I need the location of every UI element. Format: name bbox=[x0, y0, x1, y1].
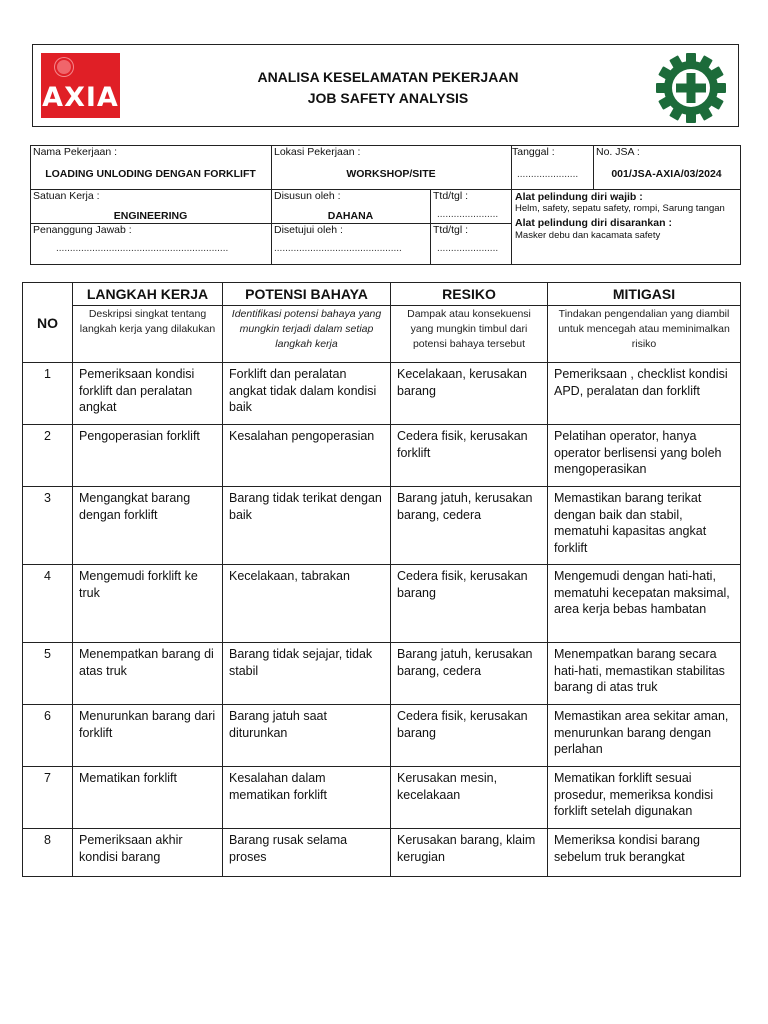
row-bahaya: Kecelakaan, tabrakan bbox=[223, 565, 391, 643]
row-bahaya: Barang tidak sejajar, tidak stabil bbox=[223, 643, 391, 705]
no-jsa-label: No. JSA : bbox=[596, 146, 640, 158]
column-header-langkah: LANGKAH KERJA bbox=[73, 283, 223, 306]
no-jsa-cell bbox=[593, 145, 740, 189]
disusun-cell bbox=[271, 189, 430, 223]
row-bahaya: Barang tidak terikat dengan baik bbox=[223, 487, 391, 565]
row-mitigasi: Pemeriksaan , checklist kondisi APD, peralatan dan forklift bbox=[548, 363, 741, 425]
apd-wajib-text: Helm, safety, sepatu safety, rompi, Sarung tangan bbox=[515, 203, 725, 214]
disusun-value: DAHANA bbox=[327, 210, 374, 222]
row-resiko: Kerusakan mesin, kecelakaan bbox=[391, 767, 548, 829]
row-mitigasi: Memeriksa kondisi barang sebelum truk berangkat bbox=[548, 829, 741, 877]
row-bahaya: Kesalahan dalam mematikan forklift bbox=[223, 767, 391, 829]
row-langkah: Pemeriksaan kondisi forklift dan peralatan angkat bbox=[73, 363, 223, 425]
tanggal-cell bbox=[511, 145, 593, 189]
nama-pekerjaan-cell bbox=[30, 145, 271, 189]
ttd2-value: ...................... bbox=[437, 243, 499, 254]
row-resiko: Kecelakaan, kerusakan barang bbox=[391, 363, 548, 425]
row-langkah: Mengemudi forklift ke truk bbox=[73, 565, 223, 643]
nama-pekerjaan-label: Nama Pekerjaan : bbox=[33, 146, 118, 158]
row-bahaya: Barang jatuh saat diturunkan bbox=[223, 705, 391, 767]
row-langkah: Mematikan forklift bbox=[73, 767, 223, 829]
row-no: 8 bbox=[23, 829, 73, 877]
row-mitigasi: Mematikan forklift sesuai prosedur, memeriksa kondisi forklift setelah digunakan bbox=[548, 767, 741, 829]
document-subtitle: JOB SAFETY ANALYSIS bbox=[307, 90, 469, 106]
apd-wajib-title: Alat pelindung diri wajib : bbox=[515, 191, 643, 203]
no-column-header: NO bbox=[23, 283, 73, 363]
column-desc-resiko: Dampak atau konsekuensi yang mungkin timbul dari potensi bahaya tersebut bbox=[391, 306, 548, 363]
row-mitigasi: Pelatihan operator, hanya operator berlisensi yang boleh mengoperasikan bbox=[548, 425, 741, 487]
grid-line bbox=[740, 145, 741, 265]
column-header-resiko: RESIKO bbox=[391, 283, 548, 306]
lokasi-cell bbox=[271, 145, 511, 189]
k3-safety-gear-icon bbox=[653, 53, 729, 123]
table-subheader-row bbox=[23, 306, 741, 363]
lokasi-value: WORKSHOP/SITE bbox=[346, 168, 436, 180]
row-no: 6 bbox=[23, 705, 73, 767]
axia-logo bbox=[41, 53, 120, 118]
apd-saran-title: Alat pelindung diri disarankan : bbox=[515, 217, 672, 229]
row-resiko: Barang jatuh, kerusakan barang, cedera bbox=[391, 643, 548, 705]
row-resiko: Barang jatuh, kerusakan barang, cedera bbox=[391, 487, 548, 565]
row-bahaya: Forklift dan peralatan angkat tidak dalam kondisi baik bbox=[223, 363, 391, 425]
no-jsa-value: 001/JSA-AXIA/03/2024 bbox=[611, 168, 722, 180]
row-resiko: Cedera fisik, kerusakan barang bbox=[391, 565, 548, 643]
row-langkah: Pemeriksaan akhir kondisi barang bbox=[73, 829, 223, 877]
satuan-kerja-cell bbox=[30, 189, 271, 223]
penanggung-jawab-value: .............................................................. bbox=[56, 243, 229, 254]
column-header-mitigasi: MITIGASI bbox=[548, 283, 741, 306]
document-title: ANALISA KESELAMATAN PEKERJAAN bbox=[257, 69, 519, 85]
tanggal-label: Tanggal : bbox=[512, 146, 555, 158]
row-no: 3 bbox=[23, 487, 73, 565]
table-header-row bbox=[23, 283, 741, 306]
nama-pekerjaan-value: LOADING UNLODING DENGAN FORKLIFT bbox=[45, 168, 256, 180]
penanggung-jawab-label: Penanggung Jawab : bbox=[33, 224, 132, 236]
disetujui-cell bbox=[271, 223, 430, 264]
row-resiko: Cedera fisik, kerusakan forklift bbox=[391, 425, 548, 487]
table-row bbox=[23, 643, 741, 705]
column-header-bahaya: POTENSI BAHAYA bbox=[223, 283, 391, 306]
logo-dot bbox=[57, 60, 71, 74]
row-langkah: Menempatkan barang di atas truk bbox=[73, 643, 223, 705]
table-row bbox=[23, 705, 741, 767]
table-row bbox=[23, 425, 741, 487]
row-mitigasi: Memastikan barang terikat dengan baik dan stabil, mematuhi kapasitas angkat forklift bbox=[548, 487, 741, 565]
logo-text: AXIA bbox=[42, 82, 119, 113]
row-bahaya: Kesalahan pengoperasian bbox=[223, 425, 391, 487]
column-desc-langkah: Deskripsi singkat tentang langkah kerja yang dilakukan bbox=[73, 306, 223, 363]
ttd1-label: Ttd/tgl : bbox=[433, 190, 469, 202]
disetujui-value: .............................................. bbox=[274, 243, 402, 254]
job-info-grid bbox=[30, 145, 741, 265]
ttd2-cell bbox=[430, 223, 511, 264]
satuan-kerja-label: Satuan Kerja : bbox=[33, 190, 100, 202]
row-bahaya: Barang rusak selama proses bbox=[223, 829, 391, 877]
row-mitigasi: Memastikan area sekitar aman, menurunkan barang dengan perlahan bbox=[548, 705, 741, 767]
row-langkah: Menurunkan barang dari forklift bbox=[73, 705, 223, 767]
row-resiko: Kerusakan barang, klaim kerugian bbox=[391, 829, 548, 877]
penanggung-jawab-cell bbox=[30, 223, 271, 264]
ttd1-cell bbox=[430, 189, 511, 223]
ttd2-label: Ttd/tgl : bbox=[433, 224, 469, 236]
column-desc-mitigasi: Tindakan pengendalian yang diambil untuk mencegah atau meminimalkan risiko bbox=[548, 306, 741, 363]
grid-line bbox=[30, 264, 741, 265]
table-row bbox=[23, 565, 741, 643]
row-mitigasi: Mengemudi dengan hati-hati, mematuhi kecepatan maksimal, area kerja bebas hambatan bbox=[548, 565, 741, 643]
table-row bbox=[23, 767, 741, 829]
apd-saran-text: Masker debu dan kacamata safety bbox=[515, 230, 661, 241]
jsa-table bbox=[22, 282, 741, 877]
table-row bbox=[23, 487, 741, 565]
table-row bbox=[23, 829, 741, 877]
row-langkah: Pengoperasian forklift bbox=[73, 425, 223, 487]
apd-cell bbox=[511, 189, 740, 264]
row-no: 4 bbox=[23, 565, 73, 643]
lokasi-label: Lokasi Pekerjaan : bbox=[274, 146, 361, 158]
disusun-label: Disusun oleh : bbox=[274, 190, 341, 202]
disetujui-label: Disetujui oleh : bbox=[274, 224, 343, 236]
column-desc-bahaya: Identifikasi potensi bahaya yang mungkin terjadi dalam setiap langkah kerja bbox=[223, 306, 391, 363]
row-no: 1 bbox=[23, 363, 73, 425]
document-header bbox=[32, 44, 739, 127]
ttd1-value: ...................... bbox=[437, 209, 499, 220]
row-no: 7 bbox=[23, 767, 73, 829]
row-langkah: Mengangkat barang dengan forklift bbox=[73, 487, 223, 565]
row-resiko: Cedera fisik, kerusakan barang bbox=[391, 705, 548, 767]
satuan-kerja-value: ENGINEERING bbox=[113, 210, 188, 222]
row-mitigasi: Menempatkan barang secara hati-hati, memastikan stabilitas barang di atas truk bbox=[548, 643, 741, 705]
row-no: 5 bbox=[23, 643, 73, 705]
row-no: 2 bbox=[23, 425, 73, 487]
tanggal-value: ...................... bbox=[517, 169, 579, 180]
table-row bbox=[23, 363, 741, 425]
document-titles bbox=[173, 67, 603, 109]
